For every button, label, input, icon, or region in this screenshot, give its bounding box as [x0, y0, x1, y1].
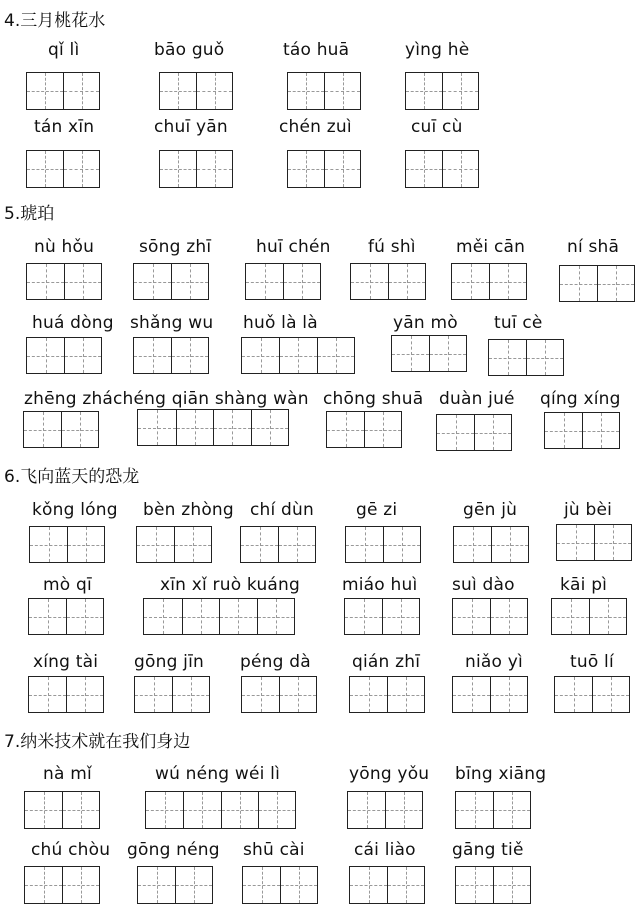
grid-cell[interactable] — [219, 599, 257, 634]
writing-grid[interactable] — [391, 335, 467, 372]
grid-cell[interactable] — [25, 867, 62, 903]
grid-cell[interactable] — [66, 677, 103, 712]
pinyin-label: jù bèi — [564, 500, 613, 520]
writing-grid[interactable] — [145, 791, 296, 829]
grid-cell[interactable] — [30, 527, 67, 562]
grid-cell[interactable] — [429, 336, 466, 371]
grid-cell[interactable] — [160, 73, 196, 109]
grid-cell[interactable] — [288, 73, 324, 109]
pinyin-label: tuī cè — [494, 313, 543, 333]
grid-cell[interactable] — [67, 527, 104, 562]
grid-cell[interactable] — [351, 264, 388, 299]
pinyin-label: yān mò — [393, 313, 458, 333]
grid-cell[interactable] — [283, 264, 320, 299]
writing-grid[interactable] — [136, 526, 212, 563]
grid-cell[interactable] — [171, 264, 208, 299]
writing-grid[interactable] — [551, 598, 627, 635]
grid-cell[interactable] — [345, 599, 382, 634]
grid-cell[interactable] — [29, 677, 66, 712]
grid-cell[interactable] — [64, 338, 101, 373]
pinyin-label: qián zhī — [352, 652, 421, 672]
grid-cell[interactable] — [456, 792, 493, 828]
pinyin-label: zhēng zhá — [24, 389, 114, 409]
pinyin-label: xíng tài — [33, 652, 99, 672]
pinyin-label: gāng tiě — [452, 840, 524, 860]
grid-cell[interactable] — [592, 677, 629, 712]
grid-cell[interactable] — [346, 527, 383, 562]
pinyin-label: ní shā — [567, 237, 620, 257]
grid-cell[interactable] — [385, 792, 422, 828]
writing-grid[interactable] — [240, 526, 316, 563]
grid-cell[interactable] — [526, 340, 563, 375]
writing-grid[interactable] — [133, 337, 209, 374]
grid-cell[interactable] — [138, 410, 176, 445]
grid-cell[interactable] — [29, 599, 66, 634]
pinyin-label: tuō lí — [570, 652, 614, 672]
grid-cell[interactable] — [364, 412, 401, 447]
grid-cell[interactable] — [27, 73, 63, 109]
writing-grid[interactable] — [133, 263, 209, 300]
pinyin-label: táo huā — [283, 40, 350, 60]
grid-cell[interactable] — [350, 677, 387, 712]
grid-cell[interactable] — [582, 413, 619, 448]
grid-cell[interactable] — [196, 73, 232, 109]
pinyin-label: chuī yān — [154, 117, 228, 137]
writing-grid[interactable] — [159, 150, 233, 188]
pinyin-label: qǐ lì — [48, 40, 80, 60]
writing-grid[interactable] — [134, 676, 210, 713]
pinyin-label: bèn zhòng — [143, 500, 234, 520]
grid-cell[interactable] — [489, 340, 526, 375]
grid-cell[interactable] — [406, 151, 442, 187]
grid-cell[interactable] — [491, 527, 528, 562]
grid-cell[interactable] — [246, 264, 283, 299]
grid-cell[interactable] — [387, 867, 424, 903]
grid-cell[interactable] — [489, 264, 526, 299]
grid-cell[interactable] — [27, 338, 64, 373]
writing-grid[interactable] — [159, 72, 233, 110]
grid-cell[interactable] — [62, 792, 99, 828]
grid-cell[interactable] — [176, 410, 214, 445]
writing-grid[interactable] — [455, 791, 531, 829]
grid-cell[interactable] — [63, 73, 99, 109]
pinyin-label: chéng qiān shàng wàn — [113, 389, 309, 409]
writing-grid[interactable] — [29, 526, 105, 563]
writing-grid[interactable] — [452, 676, 528, 713]
grid-cell[interactable] — [454, 527, 491, 562]
grid-cell[interactable] — [557, 525, 594, 560]
grid-cell[interactable] — [27, 264, 64, 299]
pinyin-label: chí dùn — [250, 500, 314, 520]
pinyin-label: fú shì — [368, 237, 416, 257]
writing-grid[interactable] — [559, 265, 635, 302]
pinyin-label: niǎo yì — [465, 652, 523, 672]
section-title: 7.纳米技术就在我们身边 — [4, 732, 191, 752]
writing-grid[interactable] — [544, 412, 620, 449]
pinyin-label: shǎng wu — [130, 313, 214, 333]
grid-cell[interactable] — [589, 599, 626, 634]
grid-cell[interactable] — [456, 867, 493, 903]
grid-cell[interactable] — [144, 599, 182, 634]
grid-cell[interactable] — [242, 677, 279, 712]
writing-grid[interactable] — [26, 263, 102, 300]
pinyin-label: huǒ là là — [243, 313, 318, 333]
grid-cell[interactable] — [251, 410, 289, 445]
pinyin-label: tán xīn — [34, 117, 95, 137]
grid-cell[interactable] — [134, 264, 171, 299]
pinyin-label: gōng jīn — [134, 652, 204, 672]
pinyin-label: bīng xiāng — [455, 764, 547, 784]
grid-cell[interactable] — [442, 73, 478, 109]
pinyin-label: gē zi — [356, 500, 398, 520]
grid-cell[interactable] — [241, 527, 278, 562]
grid-cell[interactable] — [182, 599, 220, 634]
grid-cell[interactable] — [175, 867, 212, 903]
grid-cell[interactable] — [278, 527, 315, 562]
grid-cell[interactable] — [66, 599, 103, 634]
grid-cell[interactable] — [555, 677, 592, 712]
grid-cell[interactable] — [138, 867, 175, 903]
grid-cell[interactable] — [213, 410, 251, 445]
grid-cell[interactable] — [242, 338, 279, 373]
pinyin-label: sōng zhī — [139, 237, 212, 257]
writing-grid[interactable] — [23, 411, 99, 448]
grid-cell[interactable] — [552, 599, 589, 634]
grid-cell[interactable] — [348, 792, 385, 828]
grid-cell[interactable] — [27, 151, 63, 187]
section-title: 4.三月桃花水 — [4, 11, 106, 31]
writing-grid[interactable] — [245, 263, 321, 300]
grid-cell[interactable] — [382, 599, 419, 634]
grid-cell[interactable] — [594, 525, 631, 560]
writing-grid[interactable] — [344, 598, 420, 635]
grid-cell[interactable] — [350, 867, 387, 903]
pinyin-label: gēn jù — [463, 500, 518, 520]
pinyin-label: nù hǒu — [34, 237, 95, 257]
grid-cell[interactable] — [597, 266, 634, 301]
section-title: 6.飞向蓝天的恐龙 — [4, 467, 140, 487]
pinyin-label: měi cān — [456, 237, 526, 257]
pinyin-label: bāo guǒ — [154, 40, 225, 60]
grid-cell[interactable] — [493, 867, 530, 903]
grid-cell[interactable] — [317, 338, 354, 373]
writing-grid[interactable] — [488, 339, 564, 376]
grid-cell[interactable] — [183, 792, 220, 828]
grid-cell[interactable] — [64, 264, 101, 299]
writing-grid[interactable] — [347, 791, 423, 829]
grid-cell[interactable] — [257, 599, 295, 634]
pinyin-label: chén zuì — [279, 117, 352, 137]
writing-grid[interactable] — [241, 337, 355, 374]
grid-cell[interactable] — [437, 415, 474, 450]
writing-grid[interactable] — [137, 409, 289, 446]
grid-cell[interactable] — [387, 677, 424, 712]
writing-grid[interactable] — [349, 866, 425, 904]
writing-grid[interactable] — [24, 791, 100, 829]
writing-grid[interactable] — [345, 526, 421, 563]
pinyin-label: duàn jué — [439, 389, 515, 409]
grid-cell[interactable] — [490, 677, 527, 712]
grid-cell[interactable] — [452, 264, 489, 299]
grid-cell[interactable] — [453, 677, 490, 712]
writing-grid[interactable] — [554, 676, 630, 713]
section-title: 5.琥珀 — [4, 204, 55, 224]
pinyin-label: wú néng wéi lì — [155, 764, 281, 784]
grid-cell[interactable] — [24, 412, 61, 447]
grid-cell[interactable] — [545, 413, 582, 448]
writing-grid[interactable] — [405, 72, 479, 110]
grid-cell[interactable] — [137, 527, 174, 562]
pinyin-label: yìng hè — [405, 40, 470, 60]
writing-grid[interactable] — [350, 263, 426, 300]
grid-cell[interactable] — [490, 599, 527, 634]
grid-cell[interactable] — [196, 151, 232, 187]
writing-grid[interactable] — [26, 337, 102, 374]
writing-grid[interactable] — [455, 866, 531, 904]
grid-cell[interactable] — [243, 867, 280, 903]
pinyin-label: xīn xǐ ruò kuáng — [160, 575, 300, 595]
pinyin-label: cuī cù — [411, 117, 463, 137]
writing-grid[interactable] — [452, 598, 528, 635]
pinyin-label: huī chén — [256, 237, 331, 257]
pinyin-label: cái liào — [354, 840, 416, 860]
writing-grid[interactable] — [349, 676, 425, 713]
pinyin-label: mò qī — [43, 575, 92, 595]
grid-cell[interactable] — [25, 792, 62, 828]
writing-grid[interactable] — [241, 676, 317, 713]
grid-cell[interactable] — [406, 73, 442, 109]
pinyin-label: chōng shuā — [323, 389, 424, 409]
writing-grid[interactable] — [26, 150, 100, 188]
pinyin-label: chú chòu — [31, 840, 111, 860]
grid-cell[interactable] — [327, 412, 364, 447]
grid-cell[interactable] — [288, 151, 324, 187]
grid-cell[interactable] — [388, 264, 425, 299]
writing-grid[interactable] — [287, 150, 361, 188]
grid-cell[interactable] — [160, 151, 196, 187]
pinyin-label: gōng néng — [127, 840, 220, 860]
grid-cell[interactable] — [280, 867, 317, 903]
writing-grid[interactable] — [287, 72, 361, 110]
pinyin-label: qíng xíng — [540, 389, 621, 409]
grid-cell[interactable] — [146, 792, 183, 828]
grid-cell[interactable] — [324, 73, 360, 109]
grid-cell[interactable] — [134, 338, 171, 373]
grid-cell[interactable] — [560, 266, 597, 301]
grid-cell[interactable] — [62, 867, 99, 903]
grid-cell[interactable] — [258, 792, 295, 828]
grid-cell[interactable] — [174, 527, 211, 562]
writing-grid[interactable] — [405, 150, 479, 188]
pinyin-label: miáo huì — [342, 575, 418, 595]
pinyin-label: péng dà — [240, 652, 311, 672]
writing-grid[interactable] — [28, 598, 104, 635]
grid-cell[interactable] — [135, 677, 172, 712]
grid-cell[interactable] — [442, 151, 478, 187]
grid-cell[interactable] — [453, 599, 490, 634]
pinyin-label: suì dào — [452, 575, 515, 595]
pinyin-label: huá dòng — [32, 313, 114, 333]
writing-grid[interactable] — [28, 676, 104, 713]
writing-grid[interactable] — [451, 263, 527, 300]
grid-cell[interactable] — [324, 151, 360, 187]
pinyin-label: kǒng lóng — [32, 500, 118, 520]
pinyin-label: yōng yǒu — [349, 764, 430, 784]
pinyin-label: nà mǐ — [43, 764, 92, 784]
writing-grid[interactable] — [24, 866, 100, 904]
writing-grid[interactable] — [137, 866, 213, 904]
writing-grid[interactable] — [242, 866, 318, 904]
writing-grid[interactable] — [26, 72, 100, 110]
grid-cell[interactable] — [172, 677, 209, 712]
grid-cell[interactable] — [63, 151, 99, 187]
grid-cell[interactable] — [279, 338, 316, 373]
writing-grid[interactable] — [326, 411, 402, 448]
writing-grid[interactable] — [143, 598, 295, 635]
grid-cell[interactable] — [221, 792, 258, 828]
grid-cell[interactable] — [61, 412, 98, 447]
grid-cell[interactable] — [279, 677, 316, 712]
grid-cell[interactable] — [392, 336, 429, 371]
pinyin-label: kāi pì — [560, 575, 608, 595]
grid-cell[interactable] — [474, 415, 511, 450]
grid-cell[interactable] — [383, 527, 420, 562]
writing-grid[interactable] — [556, 524, 632, 561]
grid-cell[interactable] — [171, 338, 208, 373]
writing-grid[interactable] — [436, 414, 512, 451]
pinyin-label: shū cài — [243, 840, 305, 860]
grid-cell[interactable] — [493, 792, 530, 828]
writing-grid[interactable] — [453, 526, 529, 563]
